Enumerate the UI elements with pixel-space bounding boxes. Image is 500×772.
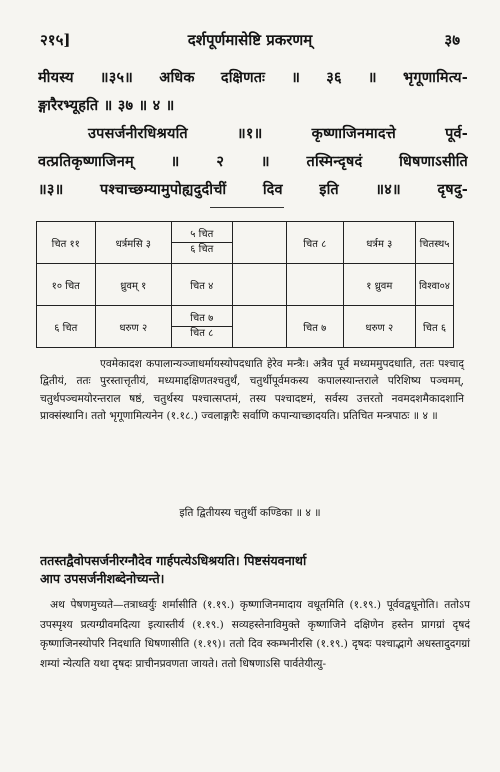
table-subcell: चित ८ — [172, 326, 232, 341]
section-heading-line: ततस्तद्वैवोपसर्जनीरग्नौदेव गार्हपत्येऽधिश्रयति। पिष्टसंयवनार्था — [40, 553, 307, 568]
table-cell: १० चित — [37, 264, 96, 306]
table-cell: १ ध्रुवम — [343, 264, 415, 306]
table-cell: चित ४ — [172, 264, 233, 306]
section-heading-line: आप उपसर्जनीशब्देनोच्यन्ते। — [40, 571, 165, 586]
table-subcell: ६ चित — [172, 242, 232, 257]
table-row — [37, 264, 454, 306]
table-cell: धर्त्रम ३ — [343, 222, 415, 264]
folio-number: ३७ — [444, 31, 460, 49]
commentary-paragraph: एवमेकादश कपालान्यञ्जाधर्मायस्योपदधाति हेरेव मन्त्रैः। अत्रैव पूर्व मध्यममुपदधाति, ततः पश्चाद् द्वितीयं, ततः पुरस्तात्तृतीयं, मध्यमाद्दक्षिणतश्चतुर्थं, चतुर्थीपूर्वमकस्य कपालस्यान्तराले परिशिष्य पञ्चमम्, चतुर्थपञ्चमयोरन्तराल षष्ठं, चतुर्थस्य पश्चात्सप्तमं, तस्य पश्चादष्टमं, सर्वस्य उत्तरतो नवमदशमैकादशानि प्राक्संस्थानि। ततो भृगूणामित्यनेन (१.१८.) ज्वलाङ्गारैः सर्वाणि कपान्याच्छादयति। प्रतिचित मन्त्रपाठः ॥ ४ ॥ — [40, 358, 464, 423]
section-body — [40, 596, 470, 674]
table-row — [37, 222, 454, 264]
table-cell: ध्रुवम् १ — [95, 264, 171, 306]
table-cell: ६ चित — [37, 306, 96, 348]
table-cell: धरुण २ — [95, 306, 171, 348]
table-subcell: ५ चित — [190, 229, 214, 240]
table-cell: चित ८ — [286, 222, 343, 264]
table-cell: चित ११ — [37, 222, 96, 264]
kapala-layout-table — [36, 221, 454, 348]
page-header — [40, 30, 460, 54]
mantra-line: ङ्गारैरभ्यूहति ॥ ३७ ॥ ४ ॥ — [38, 97, 175, 114]
kandika-colophon: इति द्वितीयस्य चतुर्थी कण्डिका ॥ ४ ॥ — [179, 507, 321, 519]
mantra-text — [38, 64, 468, 204]
mantra-line: ॥३॥ पश्चाच्छम्यामुपोह्यदुदीचीं दिव इति ॥४॥ दृषदु- — [38, 181, 468, 198]
table-cell — [172, 306, 233, 348]
mantra-line: मीयस्य ॥३५॥ अधिक दक्षिणतः ॥ ३६ ॥ भृगूणामित्य- — [38, 69, 468, 86]
table-cell — [232, 306, 286, 348]
section-body-paragraph: अथ पेषणमुच्यते—तत्राध्वर्युः शर्मासीति (१.१९.) कृष्णाजिनमादाय वधूतमिति (१.१९.) पूर्ववद्वधूनोति। ततोऽप उपस्पृश्य प्रत्यग्ग्रीवमदित्या इत्यास्तीर्य (१.१९.) सव्यहस्तेनाविमुक्ते कृष्णाजिने दक्षिणेन हस्तेन प्रागग्रां दृषदं कृष्णाजिनस्योपरि निदधाति धिषणासीति (१.१९)। ततो दिव स्कम्भनीरसि (१.१९.) दृषदः पश्चाद्भागे अधस्तादुदगग्रां शम्यां न्येत्यति यथा दृषदः प्राचीनप्रवणता जायते। ततो धिषणाऽसि पार्वतेयीत्यु- — [40, 599, 470, 670]
table-cell — [232, 222, 286, 264]
table-row — [37, 306, 454, 348]
commentary — [40, 356, 464, 426]
table-separator — [210, 207, 284, 208]
table-cell — [172, 222, 233, 264]
page-number: २१५] — [40, 31, 71, 49]
table-cell: धर्त्रमसि ३ — [95, 222, 171, 264]
mantra-line: उपसर्जनीरधिश्रयति ॥१॥ कृष्णाजिनमादत्ते पूर्व- — [88, 125, 468, 142]
table-cell — [232, 264, 286, 306]
table-cell: चित ६ — [416, 306, 454, 348]
table-cell: चित ७ — [286, 306, 343, 348]
table-subcell: चित ७ — [190, 313, 214, 324]
section-heading — [40, 552, 470, 588]
running-title: दर्शपूर्णमासेष्टि प्रकरणम् — [187, 31, 313, 49]
table-cell: चितस्थ५ — [416, 222, 454, 264]
mantra-line: वत्प्रतिकृष्णाजिनम् ॥ २ ॥ तस्मिन्दृषदं धिषणाऽसीति — [38, 153, 468, 170]
table-cell: विश्वा०४ — [416, 264, 454, 306]
table-cell: धरुण २ — [343, 306, 415, 348]
table-cell — [286, 264, 343, 306]
